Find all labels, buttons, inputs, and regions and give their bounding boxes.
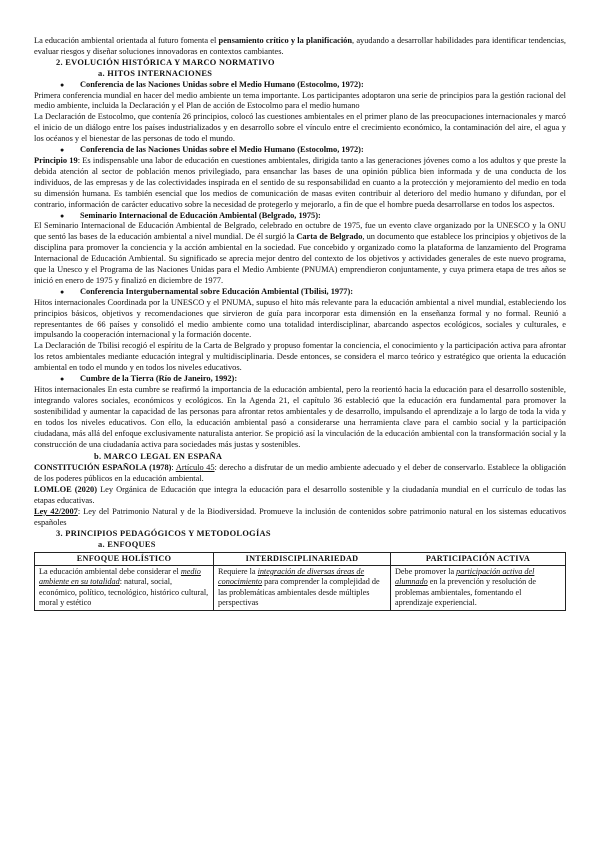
document-page — [34, 36, 566, 611]
principio-19-paragraph: Principio 19: Es indispensable una labor de educación en cuestiones ambientales, dirigida tanto a las generaciones jóvenes como a los adultos y que preste la debida atención al sector de población menos privilegiado, para ensanchar las bases de una opinión pública bien informada y de una conducta de los individuos, de las empresas y de las colectividades inspirada en el sentido de su responsabilidad en cuanto a la protección y mejoramiento del medio en toda su dimensión humana. Es también esencial que los medios de comunicación de masas eviten contribuir al deterioro del medio humano y difundan, por el contrario, información de carácter educativo sobre la necesidad de protegerlo y mejorarlo, a fin de que el hombre pueda desarrollarse en todos los aspectos. — [34, 155, 566, 209]
enfoques-table — [34, 552, 566, 611]
bullet-tbilisi: ● Conferencia Intergubernamental sobre Educación Ambiental (Tbilisi, 1977): — [60, 287, 566, 298]
lomloe-paragraph: LOMLOE (2020) Ley Orgánica de Educación que integra la educación para el desarrollo sostenible y la ciudadanía mundial en el currículo de todas las etapas educativas. — [34, 485, 566, 506]
bullet-belgrado: ● Seminario Internacional de Educación Ambiental (Belgrado, 1975): — [60, 211, 566, 222]
column-header-participacion: PARTICIPACIÓN ACTIVA — [391, 552, 566, 565]
table-header-row — [35, 552, 566, 565]
tbilisi-paragraph-1: Hitos internacionales Coordinada por la UNESCO y el PNUMA, supuso el hito más relevante para la educación ambiental a nivel mundial, estableciendo los principios básicos, objetivos y recomendaciones que sirvieron de guía para incorporar esta dimensión en la enseñanza formal y no formal. Reunió a representantes de 66 países y consolidó el medio ambiente como una totalidad interdisciplinar, abarcando aspectos ecológicos, sociales y culturales, e impulsando la cooperación internacional y la formación docente. — [34, 297, 566, 340]
articulo-45-link: Artículo 45 — [175, 463, 215, 473]
intro-highlight: pensamiento crítico y la planificación — [218, 36, 353, 45]
section-3-heading: 3. PRINCIPIOS PEDAGÓGICOS Y METODOLOGÍAS — [56, 528, 271, 538]
subsection-marco-legal-heading: b. MARCO LEGAL EN ESPAÑA — [94, 452, 223, 462]
intro-paragraph: La educación ambiental orientada al futuro fomenta el pensamiento crítico y la planificación, ayudando a desarrollar habilidades para identificar tendencias, evaluar riesgos y diseñar soluciones innovadoras en contextos cambiantes. — [34, 36, 566, 56]
subsection-hitos-heading: a. HITOS INTERNACIONES — [98, 68, 213, 78]
cell-holistico: La educación ambiental debe considerar el medio ambiente en su totalidad: natural, social, económico, político, tecnológico, histórico cultural, moral y estético — [35, 566, 214, 611]
ley-42-2007-paragraph: Ley 42/2007: Ley del Patrimonio Natural y de la Biodiversidad. Promueve la inclusión de contenidos sobre patrimonio natural en los sistemas educativos españoles — [34, 506, 566, 527]
bullet-estocolmo-2: ● Conferencia de las Naciones Unidas sobre el Medio Humano (Estocolmo, 1972): — [60, 145, 566, 156]
section-2-heading: 2. EVOLUCIÓN HISTÓRICA Y MARCO NORMATIVO — [56, 57, 275, 67]
estocolmo-paragraph-2: La Declaración de Estocolmo, que contenía 26 principios, colocó las cuestiones ambientales en el primer plano de las preocupaciones internacionales y marcó el inicio de un diálogo entre los países industrializados y en desarrollo sobre el vínculo entre el crecimiento económico, la contaminación del aire, el agua y los océanos y el bienestar de las personas de todo el mundo. — [34, 112, 566, 144]
column-header-holistico: ENFOQUE HOLÍSTICO — [35, 552, 214, 565]
column-header-interdisciplinariedad: INTERDISCIPLINARIEDAD — [214, 552, 391, 565]
bullet-estocolmo-1: ● Conferencia de las Naciones Unidas sobre el Medio Humano (Estocolmo, 1972): — [60, 80, 566, 91]
tbilisi-paragraph-2: La Declaración de Tbilisi recogió el espíritu de la Carta de Belgrado y propuso fomentar la conciencia, el conocimiento y la participación activa para afrontar los retos ambientales mediante educación integral y multidisciplinaria. Desde entonces, se considera el marco teórico y estratégico que orienta la educación ambiental en todo el mundo y en todos los niveles educativos. — [34, 341, 566, 373]
belgrado-paragraph: El Seminario Internacional de Educación Ambiental de Belgrado, celebrado en octubre de 1975, fue un evento clave organizado por la UNESCO y la ONU que sentó las bases de la educación ambiental a nivel mundial. De él surgió la Carta de Belgrado, un documento que establece los principios y objetivos de la disciplina para promover la conciencia y la acción ambiental en la sociedad. Fue concebido y organizado como la plataforma de lanzamiento del Programa Internacional de Educación Ambiental. Su significado se aprecia mejor dentro del contexto de los objetivos y actividades generales de este nuevo programa, que la Unesco y el Programa de las Naciones Unidas para el Medio Ambiente (PNUMA) emprendieron conjuntamente, y cuya primera etapa de tres años se inició en enero de 1975 y finalizó en diciembre de 1977. — [34, 221, 566, 285]
cell-interdisciplinariedad: Requiere la integración de diversas áreas de conocimiento para comprender la complejidad de las problemáticas ambientales desde múltiples perspectivas — [214, 566, 391, 611]
rio-paragraph: Hitos internacionales En esta cumbre se reafirmó la importancia de la educación ambiental, pero la reorientó hacia la educación para el desarrollo sostenible, integrando valores sociales, económicos y ecológicos. En la Agenda 21, el capítulo 36 estableció que la educación era fundamental para promover la sostenibilidad y aumentar la capacidad de las personas para afrontar retos ambientales y de desarrollo, impulsando el aprendizaje a lo largo de toda la vida y en todos los niveles educativos. Con ello, la educación ambiental pasó a considerarse una herramienta clave para el cambio social y la participación ciudadana, más allá del enfoque exclusivamente naturalista anterior. Se propició así la vinculación de la educación ambiental con la transformación social y la construcción de una ciudadanía activa para sociedades más justas y sostenibles. — [34, 385, 566, 449]
constitucion-paragraph: CONSTITUCIÓN ESPAÑOLA (1978): Artículo 45: derecho a disfrutar de un medio ambiente adecuado y el deber de conservarlo. Establece la obligación de los poderes públicos en la educación ambiental. — [34, 463, 566, 484]
bullet-rio: ● Cumbre de la Tierra (Río de Janeiro, 1992): — [60, 374, 566, 385]
estocolmo-paragraph-1: Primera conferencia mundial en hacer del medio ambiente un tema importante. Los participantes adoptaron una serie de principios para la gestión racional del medio ambiente, incluida la Declaración y el Plan de acción de Estocolmo para el medio humano — [34, 90, 566, 111]
table-row — [35, 566, 566, 611]
cell-participacion: Debe promover la participación activa del alumnado en la prevención y resolución de problemas ambientales, fomentando el aprendizaje experiencial. — [391, 566, 566, 611]
subsection-enfoques-heading: a. ENFOQUES — [98, 539, 156, 549]
